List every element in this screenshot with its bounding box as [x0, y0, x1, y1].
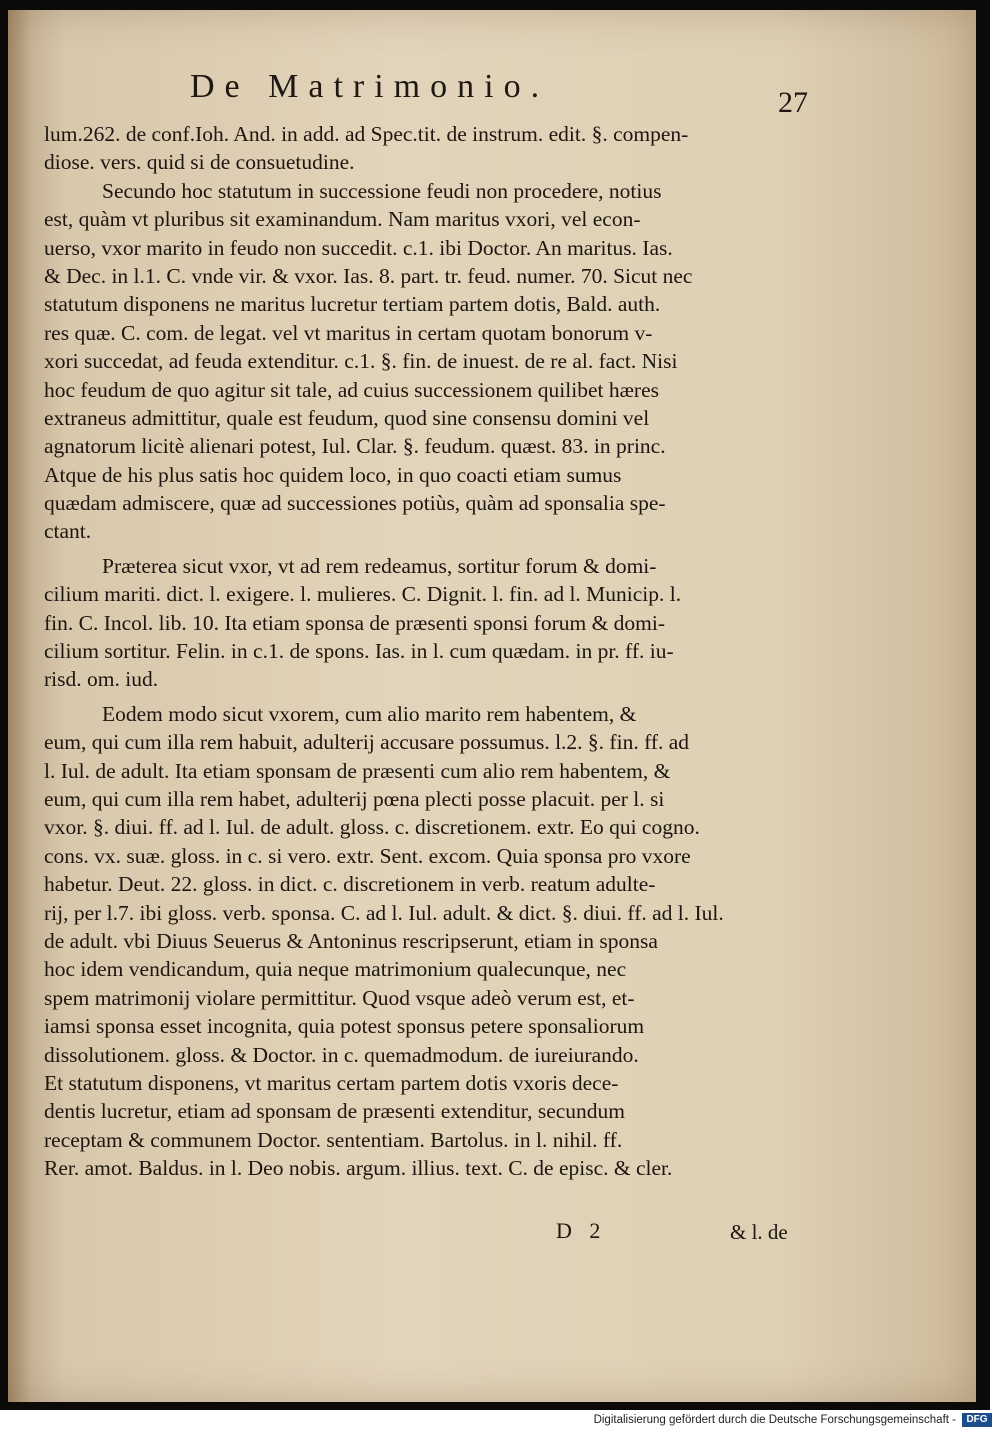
text-line: Atque de his plus satis hoc quidem loco, in quo coacti etiam sumus	[44, 462, 622, 487]
text-line: cons. vx. suæ. gloss. in c. si vero. extr. Sent. excom. Quia sponsa pro vxore	[44, 843, 691, 868]
text-line: est, quàm vt pluribus sit examinandum. Nam maritus vxori, vel econ-	[44, 207, 641, 232]
text-line: diose. vers. quid si de consuetudine.	[44, 150, 355, 175]
text-line: de adult. vbi Diuus Seuerus & Antoninus rescripserunt, etiam in sponsa	[44, 928, 658, 953]
text-line: receptam & communem Doctor. sententiam. Bartolus. in l. nihil. ff.	[44, 1127, 623, 1152]
text-line: ctant.	[44, 519, 92, 544]
text-line: eum, qui cum illa rem habet, adulterij pœna plecti posse placuit. per l. si	[44, 786, 665, 811]
text-line: habetur. Deut. 22. gloss. in dict. c. discretionem in verb. reatum adulte-	[44, 872, 656, 897]
text-line: cilium mariti. dict. l. exigere. l. mulieres. C. Dignit. l. fin. ad l. Municip. l.	[44, 582, 682, 607]
text-line: statutum disponens ne maritus lucretur tertiam partem dotis, Bald. auth.	[44, 292, 661, 317]
text-line: xori succedat, ad feuda extenditur. c.1. §. fin. de inuest. de re al. fact. Nisi	[44, 349, 678, 374]
text-line: cilium sortitur. Felin. in c.1. de spons. Ias. in l. cum quædam. in pr. ff. iu-	[44, 639, 674, 664]
gutter-shadow	[8, 10, 30, 1402]
text-line: res quæ. C. com. de legat. vel vt maritus in certam quotam bonorum v-	[44, 320, 653, 345]
page-number: 27	[778, 86, 808, 119]
text-line: extraneus admittitur, quale est feudum, quod sine consensu domini vel	[44, 405, 650, 430]
text-line: Eodem modo sicut vxorem, cum alio marito rem habentem, &	[102, 701, 637, 726]
text-line: rij, per l.7. ibi gloss. verb. sponsa. C. ad l. Iul. adult. & dict. §. diui. ff. ad l. Iul.	[44, 900, 724, 925]
signature-mark: D 2	[556, 1218, 607, 1243]
text-line: l. Iul. de adult. Ita etiam sponsam de præsenti cum alio rem habentem, &	[44, 758, 671, 783]
text-line: iamsi sponsa esset incognita, quia potest sponsus petere sponsaliorum	[44, 1014, 645, 1039]
running-title: De Matrimonio.	[190, 68, 550, 105]
text-line: hoc feudum de quo agitur sit tale, ad cuius successionem quilibet hæres	[44, 377, 659, 402]
footer-bar	[0, 1410, 1000, 1432]
text-line: Rer. amot. Baldus. in l. Deo nobis. argum. illius. text. C. de episc. & cler.	[44, 1156, 673, 1181]
text-line: lum.262. de conf.Ioh. And. in add. ad Spec.tit. de instrum. edit. §. compen-	[44, 122, 689, 146]
text-line: dissolutionem. gloss. & Doctor. in c. quemadmodum. de iureiurando.	[44, 1042, 639, 1067]
text-line: agnatorum licitè alienari potest, Iul. Clar. §. feudum. quæst. 83. in princ.	[44, 434, 666, 459]
text-line: risd. om. iud.	[44, 667, 159, 692]
text-line: fin. C. Incol. lib. 10. Ita etiam sponsa de præsenti sponsi forum & domi-	[44, 610, 666, 635]
text-line: & Dec. in l.1. C. vnde vir. & vxor. Ias. 8. part. tr. feud. numer. 70. Sicut nec	[44, 263, 693, 288]
dfg-logo-icon: DFG	[962, 1413, 992, 1427]
body-text	[44, 120, 808, 1182]
text-line: hoc idem vendicandum, quia neque matrimonium qualecunque, nec	[44, 957, 627, 982]
text-line: vxor. §. diui. ff. ad l. Iul. de adult. gloss. c. discretionem. extr. Eo qui cogno.	[44, 815, 700, 840]
text-line: spem matrimonij violare permittitur. Quod vsque adeò verum est, et-	[44, 985, 635, 1010]
catchword: & l. de	[730, 1220, 788, 1244]
text-line: Secundo hoc statutum in successione feudi non procedere, notius	[102, 178, 662, 203]
text-line: quædam admiscere, quæ ad successiones potiùs, quàm ad sponsalia spe-	[44, 491, 666, 516]
funding-credit: Digitalisierung gefördert durch die Deutsche Forschungsgemeinschaft -	[593, 1414, 956, 1426]
text-line: dentis lucretur, etiam ad sponsam de præsenti extenditur, secundum	[44, 1099, 626, 1124]
text-line: uerso, vxor marito in feudo non succedit. c.1. ibi Doctor. An maritus. Ias.	[44, 235, 673, 260]
text-line: Præterea sicut vxor, vt ad rem redeamus, sortitur forum & domi-	[102, 553, 657, 578]
text-line: Et statutum disponens, vt maritus certam partem dotis vxoris dece-	[44, 1070, 619, 1095]
text-line: eum, qui cum illa rem habuit, adulterij accusare possumus. l.2. §. fin. ff. ad	[44, 730, 690, 755]
